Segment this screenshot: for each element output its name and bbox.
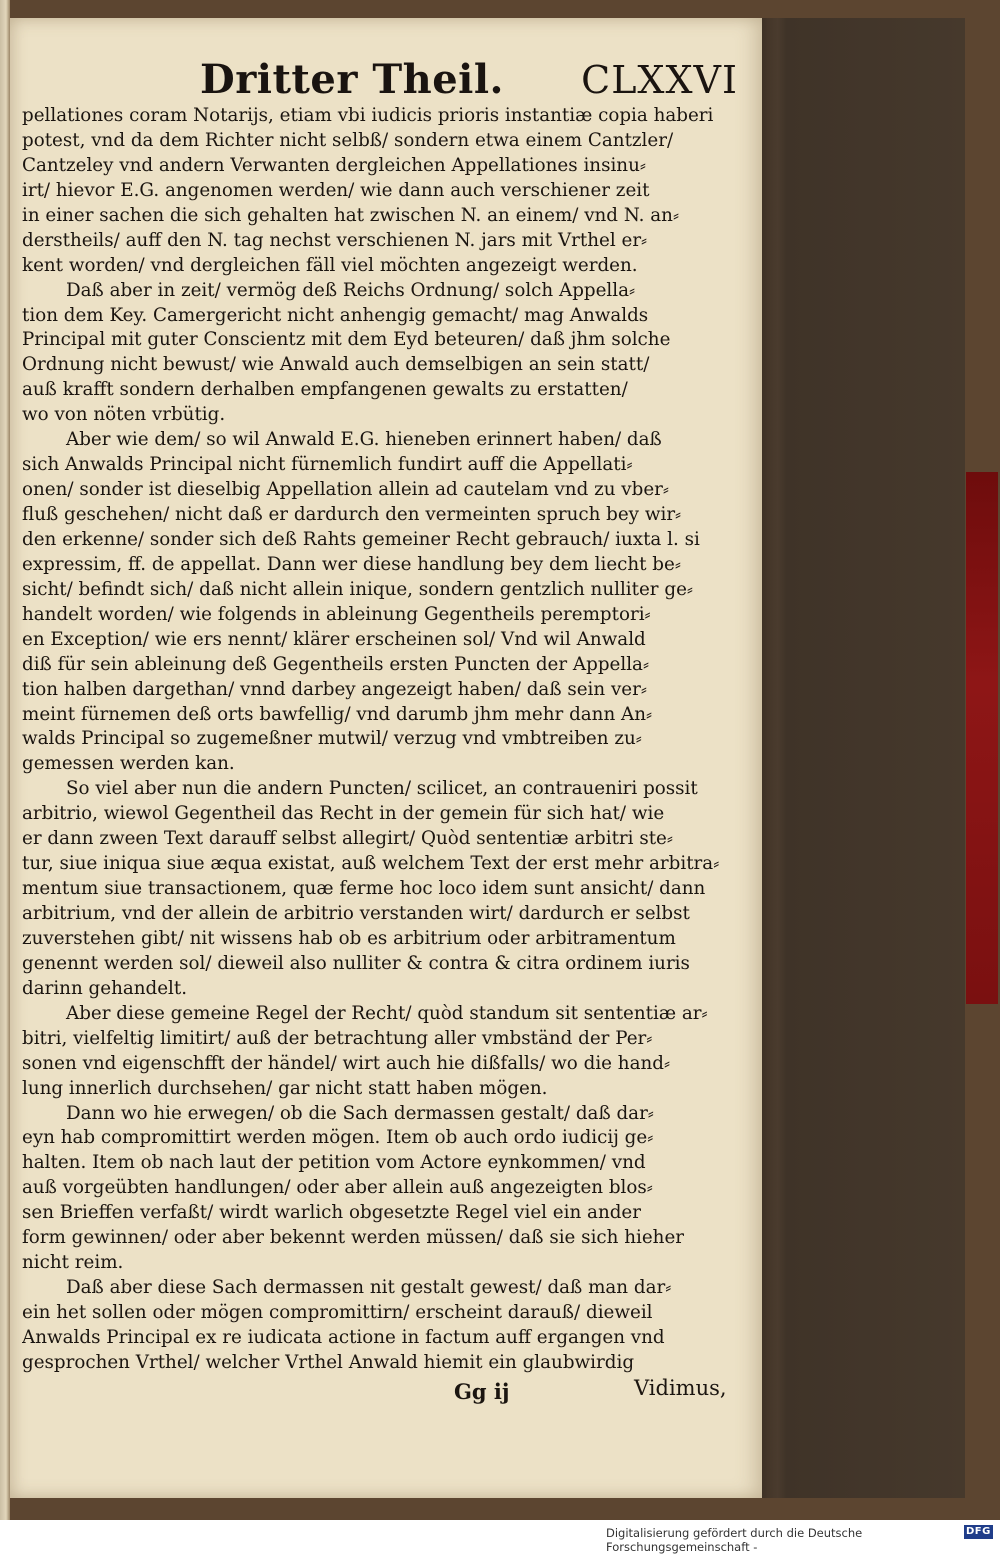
text-line: meint fürnemen deß orts bawfellig/ vnd darumb jhm mehr dann An⸗ [22,703,653,725]
text-line: lung innerlich durchsehen/ gar nicht statt haben mögen. [22,1077,548,1099]
catchword: Vidimus, [634,1376,727,1400]
text-line: form gewinnen/ oder aber bekennt werden müssen/ daß sie sich hieher [22,1227,685,1249]
text-line: irt/ hievor E.G. angenomen werden/ wie dann auch verschiener zeit [22,179,650,201]
text-line: en Exception/ wie ers nennt/ klärer erscheinen sol/ Vnd wil Anwald [22,628,646,650]
text-line: genennt werden sol/ dieweil also nulliter & contra & citra ordinem iuris [22,952,690,974]
text-line: nicht reim. [22,1252,124,1274]
text-line: Anwalds Principal ex re iudicata actione in factum auff ergangen vnd [22,1326,665,1348]
red-ribbon-strip [966,472,998,1004]
text-line: Aber diese gemeine Regel der Recht/ quòd standum sit sententiæ ar⸗ [66,1002,708,1024]
text-line: sen Brieffen verfaßt/ wirdt warlich obgesetzte Regel viel ein ander [22,1202,641,1224]
text-line: sicht/ befindt sich/ daß nicht allein inique, sondern gentzlich nulliter ge⸗ [22,578,693,600]
text-line: den erkenne/ sonder sich deß Rahts gemeiner Recht gebrauch/ iuxta l. si [22,528,700,550]
text-line: tion dem Key. Camergericht nicht anhengig gemacht/ mag Anwalds [22,304,649,326]
folio-number: CLXXVI [581,58,738,102]
text-line: walds Principal so zugemeßner mutwil/ verzug vnd vmbtreiben zu⸗ [22,728,642,750]
body-text [22,104,742,1376]
text-line: potest, vnd da dem Richter nicht selbß/ sondern etwa einem Cantzler/ [22,129,674,151]
text-line: ein het sollen oder mögen compromittirn/ erscheint darauß/ dieweil [22,1302,653,1323]
left-page-edge [0,0,10,1520]
text-line: in einer sachen die sich gehalten hat zwischen N. an einem/ vnd N. an⸗ [22,204,680,226]
text-line: diß für sein ableinung deß Gegentheils ersten Puncten der Appella⸗ [22,653,650,675]
text-line: darinn gehandelt. [22,977,188,999]
text-line: tur, siue iniqua siue æqua existat, auß welchem Text der erst mehr arbitra⸗ [22,853,720,875]
text-line: pellationes coram Notarijs, etiam vbi iudicis prioris instantiæ copia haberi [22,105,714,126]
text-line: eyn hab compromittirt werden mögen. Item ob auch ordo iudicij ge⸗ [22,1127,654,1149]
text-line: expressim, ff. de appellat. Dann wer diese handlung bey dem liecht be⸗ [22,553,681,575]
text-line: onen/ sonder ist dieselbig Appellation allein ad cautelam vnd zu vber⸗ [22,479,669,501]
text-line: derstheils/ auff den N. tag nechst verschienen N. jars mit Vrthel er⸗ [22,229,648,251]
text-line: handelt worden/ wie folgends in ableinung Gegentheils peremptori⸗ [22,603,651,625]
text-line: Cantzeley vnd andern Verwanten dergleichen Appellationes insinu⸗ [22,154,646,176]
text-line: Principal mit guter Conscientz mit dem Eyd beteuren/ daß jhm solche [22,329,671,351]
text-line: gemessen werden kan. [22,753,235,775]
text-line: fluß geschehen/ nicht daß er dardurch den vermeinten spruch bey wir⸗ [22,504,682,525]
text-line: halten. Item ob nach laut der petition vom Actore eynkommen/ vnd [22,1152,646,1174]
text-line: arbitrio, wiewol Gegentheil das Recht in der gemein für sich hat/ wie [22,803,665,825]
text-line: tion halben dargethan/ vnnd darbey angezeigt haben/ daß sein ver⸗ [22,678,647,700]
text-line: mentum siue transactionem, quæ ferme hoc loco idem sunt ansicht/ dann [22,878,706,900]
text-line: Aber wie dem/ so wil Anwald E.G. hieneben erinnert haben/ daß [66,429,662,451]
page-gutter [762,18,965,1498]
text-line: wo von nöten vrbütig. [22,404,226,426]
text-line: gesprochen Vrthel/ welcher Vrthel Anwald hiemit ein glaubwirdig [22,1351,635,1373]
page-header [190,56,750,108]
text-line: Daß aber in zeit/ vermög deß Reichs Ordnung/ solch Appella⸗ [66,279,636,301]
text-line: kent worden/ vnd dergleichen fäll viel möchten angezeigt werden. [22,254,638,276]
text-line: auß krafft sondern derhalben empfangenen gewalts zu erstatten/ [22,379,628,401]
dfg-credit-text: Digitalisierung gefördert durch die Deutsche Forschungsgemeinschaft - [606,1526,863,1554]
page-edge-shadow [762,18,778,1498]
text-line: sonen vnd eigenschfft der händel/ wirt auch hie dißfalls/ wo die hand⸗ [22,1052,671,1074]
text-line: Ordnung nicht bewust/ wie Anwald auch demselbigen an sein statt/ [22,354,650,376]
text-line: So viel aber nun die andern Puncten/ scilicet, an contraueniri possit [66,778,698,800]
text-line: zuverstehen gibt/ nit wissens hab ob es arbitrium oder arbitramentum [22,927,676,949]
dfg-logo[interactable]: DFG [966,1526,991,1537]
text-line: sich Anwalds Principal nicht fürnemlich fundirt auff die Appellati⸗ [22,454,633,476]
text-line: arbitrium, vnd der allein de arbitrio verstanden wirt/ dardurch er selbst [22,903,690,924]
text-line: er dann zween Text darauff selbst allegirt/ Quòd sententiæ arbitri ste⸗ [22,828,673,850]
signature-mark: Gg ij [454,1379,510,1404]
running-title: Dritter Theil. [200,56,504,103]
text-line: Daß aber diese Sach dermassen nit gestalt gewest/ daß man dar⸗ [66,1277,672,1299]
text-line: Dann wo hie erwegen/ ob die Sach dermassen gestalt/ daß dar⸗ [66,1102,654,1124]
text-line: auß vorgeübten handlungen/ oder aber allein auß angezeigten blos⸗ [22,1177,653,1199]
text-line: bitri, vielfeltig limitirt/ auß der betrachtung aller vmbständ der Per⸗ [22,1027,653,1049]
